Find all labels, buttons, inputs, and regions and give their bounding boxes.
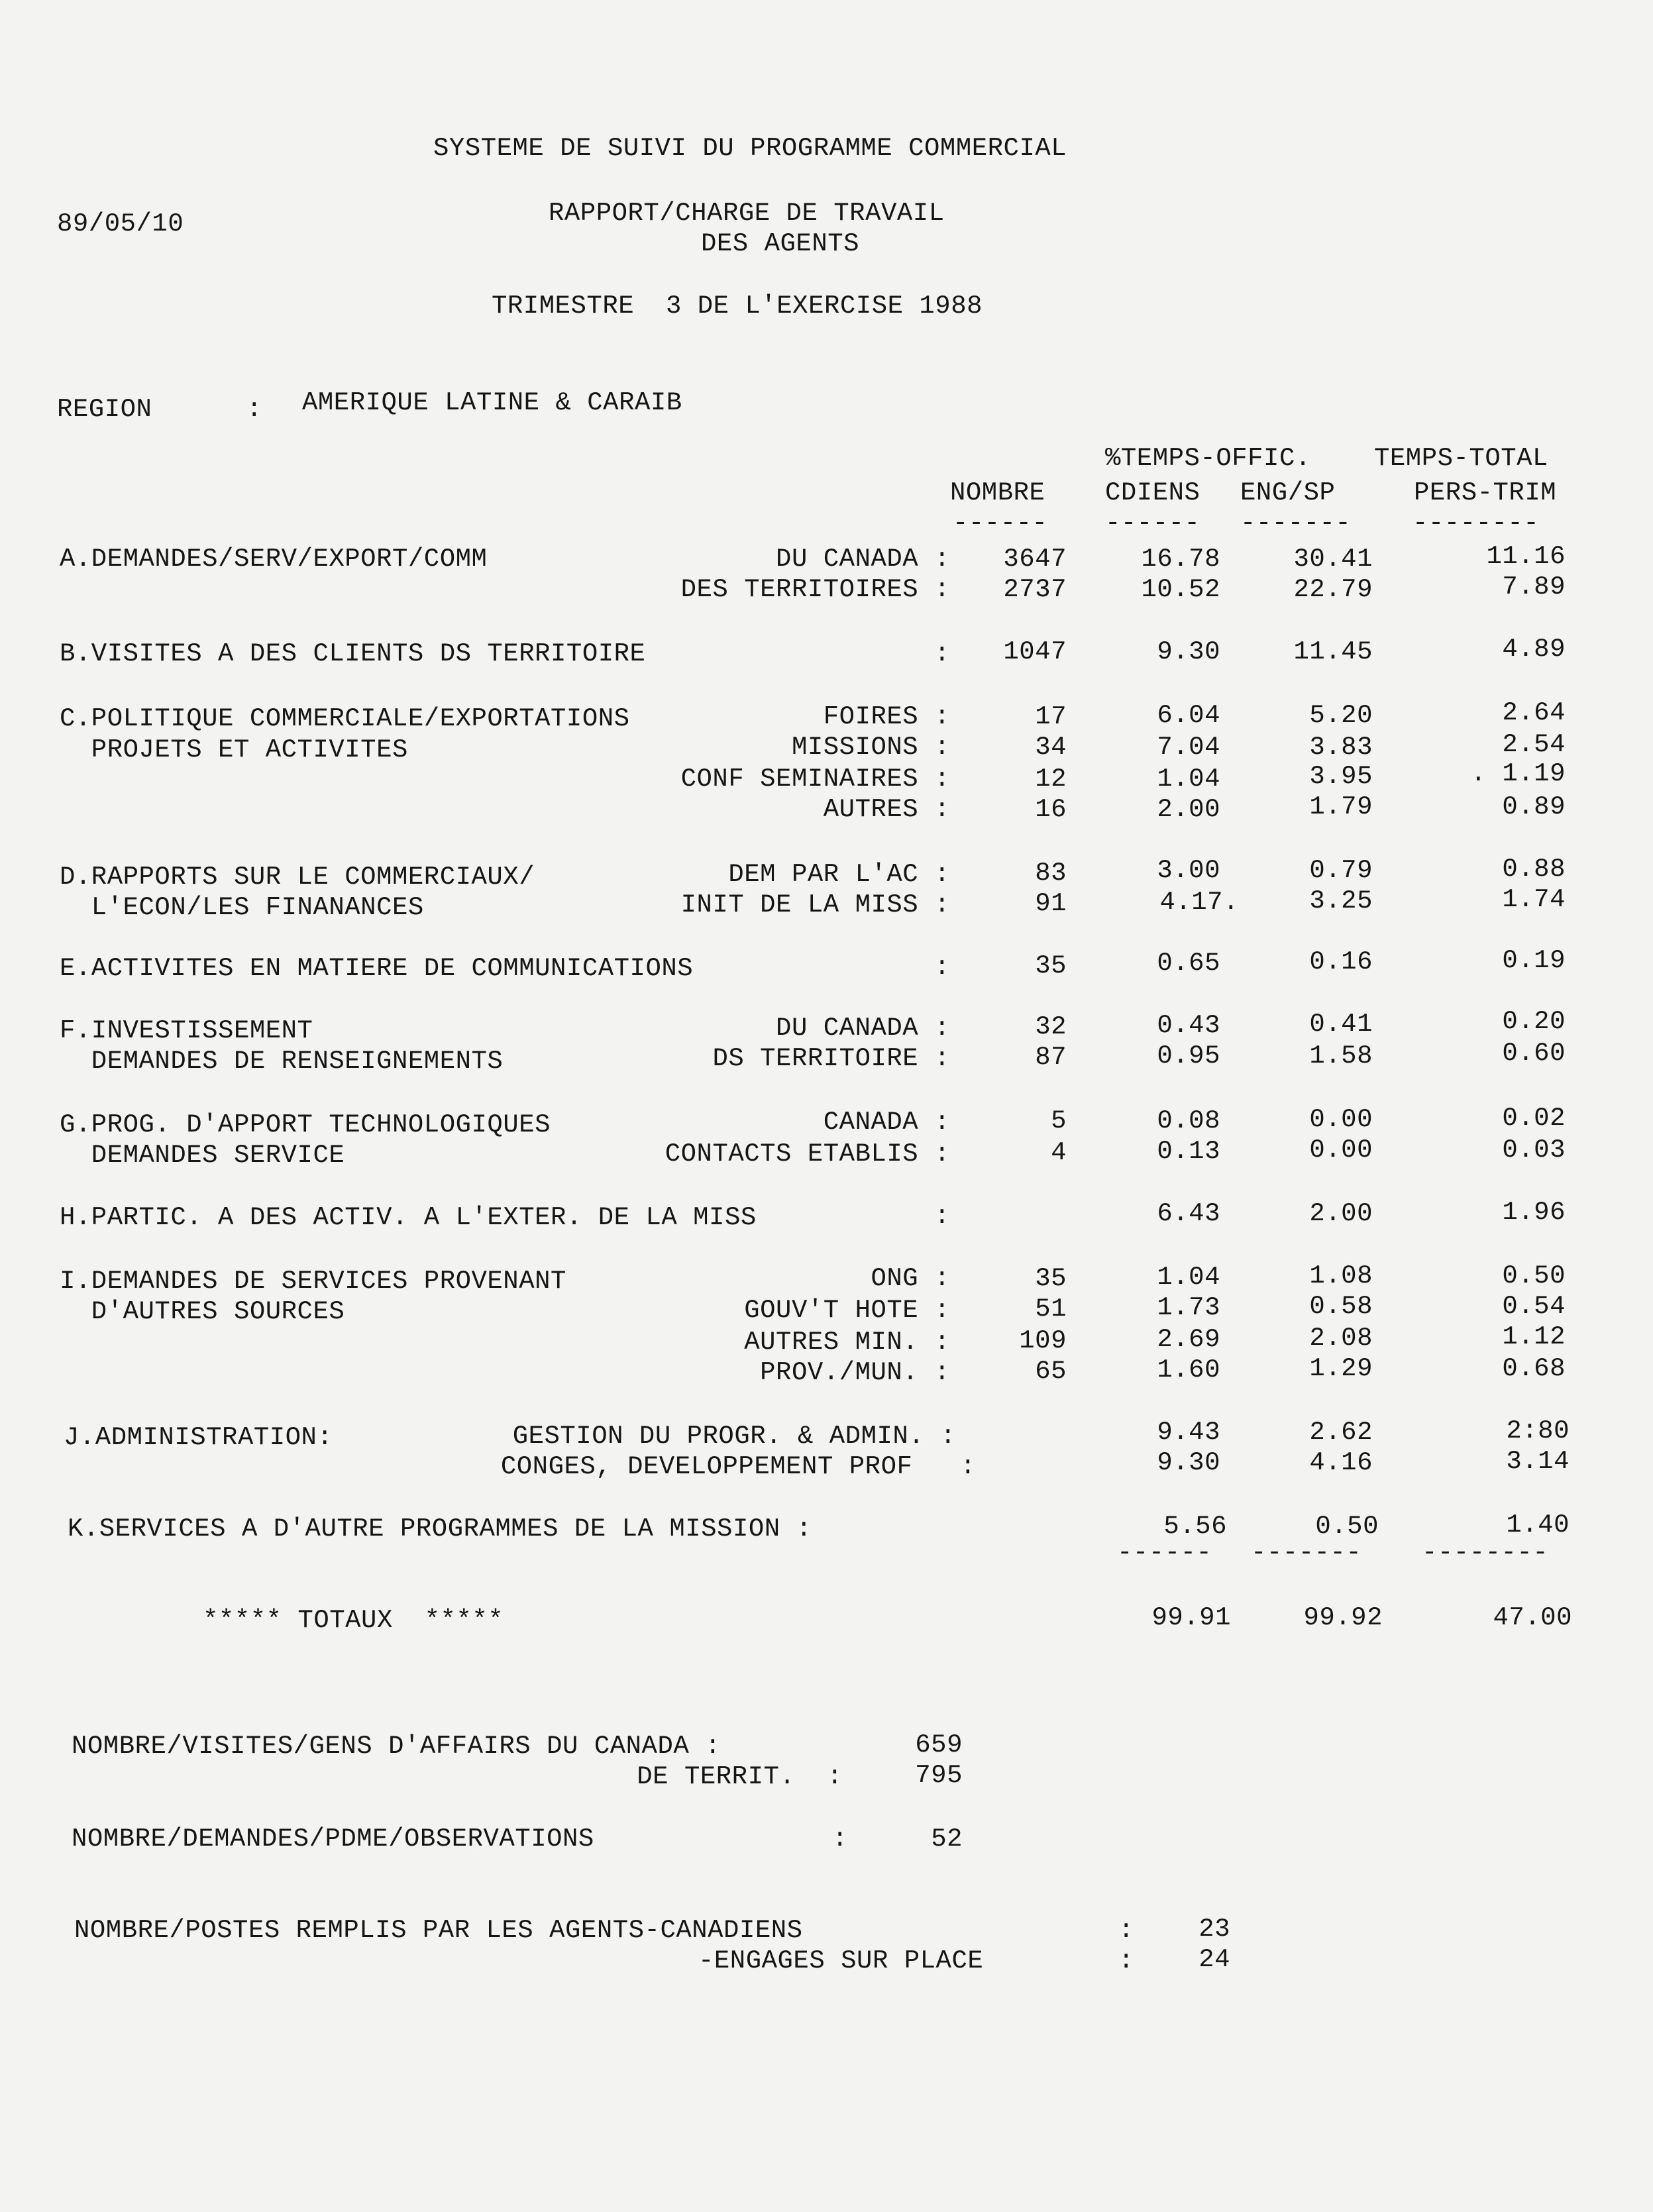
table-row-engsp: 0.41 <box>1309 1010 1373 1039</box>
table-row-cdiens: 16.78 <box>1141 545 1220 574</box>
table-row-nombre: 4 <box>1051 1138 1067 1167</box>
totals-engsp: 99.92 <box>1303 1603 1383 1632</box>
table-row-cdiens: 9.30 <box>1157 637 1220 666</box>
table-row-total: 0.54 <box>1502 1292 1566 1321</box>
table-row-nombre: 16 <box>1035 795 1067 824</box>
table-row-subcategory: CONTACTS ETABLIS : <box>665 1139 950 1169</box>
table-row-total: 7.89 <box>1502 572 1566 602</box>
table-row-nombre: 32 <box>1035 1012 1067 1041</box>
table-row-category: B.VISITES A DES CLIENTS DS TERRITOIRE <box>60 639 646 668</box>
table-row-total: 0.68 <box>1502 1354 1566 1383</box>
table-row-nombre: 3647 <box>1003 545 1067 574</box>
table-row-total: 0.20 <box>1502 1007 1566 1036</box>
table-row-category: E.ACTIVITES EN MATIERE DE COMMUNICATIONS <box>60 954 694 983</box>
table-row-engsp: 1.08 <box>1309 1261 1373 1290</box>
table-row-cdiens: 0.43 <box>1157 1011 1220 1040</box>
footer-postes-separator: : <box>1118 1916 1134 1945</box>
footer-demandes-label: NOMBRE/DEMANDES/PDME/OBSERVATIONS <box>72 1824 594 1854</box>
table-row-cdiens: 7.04 <box>1157 733 1220 762</box>
totals-rule-total: -------- <box>1422 1538 1549 1567</box>
table-row-subcategory: GESTION DU PROGR. & ADMIN. : <box>512 1422 956 1451</box>
table-row-subcategory: AUTRES : <box>823 795 950 824</box>
table-row-category: I.DEMANDES DE SERVICES PROVENANT <box>60 1267 566 1296</box>
table-row-category: G.PROG. D'APPORT TECHNOLOGIQUES <box>60 1110 551 1139</box>
footer-postes-label: NOMBRE/POSTES REMPLIS PAR LES AGENTS-CANADIENS <box>74 1916 803 1945</box>
column-underline-total: -------- <box>1413 509 1540 538</box>
footer-postes-place: 24 <box>1199 1945 1230 1974</box>
table-row-cdiens: 5.56 <box>1163 1512 1227 1541</box>
table-row-category: PROJETS ET ACTIVITES <box>60 735 408 764</box>
table-row-cdiens: 0.13 <box>1157 1137 1220 1166</box>
table-row-nombre: 51 <box>1035 1294 1067 1324</box>
table-row-engsp: 0.50 <box>1315 1512 1379 1541</box>
table-row-total: 0.89 <box>1502 792 1566 821</box>
column-underline-cdiens: ------ <box>1105 509 1200 538</box>
table-row-total: . 1.19 <box>1470 759 1566 788</box>
table-row-nombre: 34 <box>1035 733 1067 762</box>
table-row-cdiens: 6.04 <box>1157 701 1220 730</box>
table-row-cdiens: 1.04 <box>1157 764 1220 794</box>
table-row-engsp: 1.79 <box>1309 792 1373 821</box>
table-row-subcategory: MISSIONS : <box>791 733 950 762</box>
table-row-subcategory: AUTRES MIN. : <box>744 1328 950 1357</box>
table-row-total: 0.50 <box>1502 1261 1566 1290</box>
table-row-cdiens: 1.60 <box>1157 1355 1220 1385</box>
table-row-subcategory: DU CANADA : <box>776 545 950 574</box>
footer-demandes-value: 52 <box>931 1824 963 1854</box>
table-row-cdiens: 2.00 <box>1157 795 1220 824</box>
table-row-nombre: 65 <box>1035 1357 1067 1386</box>
table-row-subcategory: DEM PAR L'AC : <box>728 860 950 889</box>
totals-rule-engsp: ------- <box>1251 1538 1362 1567</box>
column-header-nombre: NOMBRE <box>950 478 1045 507</box>
table-row-category: D'AUTRES SOURCES <box>60 1297 345 1326</box>
report-date: 89/05/10 <box>57 209 184 238</box>
table-row-cdiens: 10.52 <box>1141 575 1220 604</box>
table-row-cdiens: 4.17. <box>1159 888 1239 917</box>
table-row-nombre: 35 <box>1035 951 1067 980</box>
table-row-subcategory: GOUV'T HOTE : <box>744 1296 950 1325</box>
footer-postes-place-label: -ENGAGES SUR PLACE <box>698 1946 984 1975</box>
table-row-cdiens: 9.43 <box>1157 1418 1220 1447</box>
table-row-engsp: 0.00 <box>1309 1135 1373 1165</box>
table-row-category: DEMANDES DE RENSEIGNEMENTS <box>60 1047 504 1076</box>
footer-postes-canadiens: 23 <box>1199 1915 1230 1944</box>
table-row-category: A.DEMANDES/SERV/EXPORT/COMM <box>60 545 488 574</box>
report-period: TRIMESTRE 3 DE L'EXERCISE 1988 <box>492 291 983 321</box>
table-row-total: 1.96 <box>1502 1198 1566 1227</box>
table-row-nombre: 1047 <box>1003 637 1067 666</box>
table-row-subcategory: CANADA : <box>823 1108 950 1137</box>
table-row-category: F.INVESTISSEMENT <box>60 1016 313 1045</box>
column-header-engsp: ENG/SP <box>1240 478 1336 507</box>
footer-visites-canada: 659 <box>915 1730 963 1760</box>
table-row-engsp: 1.29 <box>1309 1354 1373 1383</box>
table-row-nombre: 5 <box>1051 1106 1067 1135</box>
region-separator: : <box>246 395 262 424</box>
table-row-category: L'ECON/LES FINANANCES <box>60 893 424 922</box>
table-row-cdiens: 0.95 <box>1157 1041 1220 1071</box>
table-row-category: H.PARTIC. A DES ACTIV. A L'EXTER. DE LA MISS <box>60 1203 757 1232</box>
region-label: REGION <box>57 395 152 424</box>
footer-visites-territ-label: DE TERRIT. : <box>637 1762 843 1791</box>
table-row-total: 1.40 <box>1506 1510 1570 1540</box>
table-row-subcategory: : <box>934 639 950 668</box>
table-row-engsp: 2.00 <box>1309 1199 1373 1228</box>
table-row-category: C.POLITIQUE COMMERCIALE/EXPORTATIONS <box>60 704 630 733</box>
column-underline-engsp: ------- <box>1240 509 1352 538</box>
table-row-total: 0.03 <box>1502 1135 1566 1165</box>
table-row-total: 3.14 <box>1506 1447 1570 1476</box>
totals-total: 47.00 <box>1493 1603 1572 1632</box>
table-row-nombre: 35 <box>1035 1264 1067 1293</box>
column-header-total-1: TEMPS-TOTAL <box>1374 444 1548 473</box>
totals-rule-cdiens: ------ <box>1117 1538 1212 1567</box>
table-row-nombre: 83 <box>1035 859 1067 888</box>
table-row-total: 0.60 <box>1502 1039 1566 1068</box>
table-row-engsp: 3.83 <box>1309 733 1373 762</box>
table-row-subcategory: DU CANADA : <box>776 1014 950 1043</box>
table-row-category: K.SERVICES A D'AUTRE PROGRAMMES DE LA MISSION : <box>68 1514 812 1544</box>
table-row-nombre: 87 <box>1035 1043 1067 1072</box>
table-row-cdiens: 6.43 <box>1157 1199 1220 1228</box>
system-title: SYSTEME DE SUIVI DU PROGRAMME COMMERCIAL <box>433 134 1067 163</box>
table-row-subcategory: CONGES, DEVELOPPEMENT PROF : <box>500 1452 976 1481</box>
table-row-engsp: 0.16 <box>1309 947 1373 976</box>
table-row-subcategory: DES TERRITOIRES : <box>680 575 950 604</box>
table-row-total: 0.88 <box>1502 855 1566 884</box>
totals-cdiens: 99.91 <box>1151 1603 1231 1632</box>
table-row-engsp: 0.00 <box>1309 1105 1373 1134</box>
column-header-pct: %TEMPS-OFFIC. <box>1105 444 1311 473</box>
table-row-engsp: 2.62 <box>1309 1418 1373 1447</box>
table-row-total: 11.16 <box>1486 542 1566 571</box>
table-row-engsp: 0.58 <box>1309 1292 1373 1321</box>
table-row-subcategory: INIT DE LA MISS : <box>680 890 950 920</box>
table-row-nombre: 109 <box>1019 1326 1067 1355</box>
table-row-cdiens: 9.30 <box>1157 1448 1220 1477</box>
footer-postes-place-separator: : <box>1118 1946 1134 1975</box>
table-row-cdiens: 1.73 <box>1157 1293 1220 1322</box>
totals-label: ***** TOTAUX ***** <box>203 1606 504 1635</box>
region-value: AMERIQUE LATINE & CARAIB <box>302 388 682 417</box>
table-row-cdiens: 1.04 <box>1157 1263 1220 1292</box>
table-row-subcategory: : <box>934 1202 950 1231</box>
column-underline-nombre: ------ <box>953 509 1048 538</box>
footer-visites-label: NOMBRE/VISITES/GENS D'AFFAIRS DU CANADA : <box>72 1732 721 1761</box>
table-row-subcategory: CONF SEMINAIRES : <box>680 764 950 794</box>
table-row-total: 2.64 <box>1502 698 1566 727</box>
table-row-engsp: 1.58 <box>1309 1041 1373 1071</box>
column-header-total-2: PERS-TRIM <box>1414 478 1557 507</box>
table-row-nombre: 91 <box>1035 889 1067 918</box>
table-row-engsp: 3.95 <box>1309 762 1373 791</box>
table-row-category: D.RAPPORTS SUR LE COMMERCIAUX/ <box>60 863 535 892</box>
table-row-nombre: 2737 <box>1003 575 1067 604</box>
table-row-subcategory: ONG : <box>871 1264 950 1293</box>
table-row-total: 2:80 <box>1506 1416 1570 1446</box>
table-row-engsp: 11.45 <box>1293 637 1373 666</box>
table-row-category: DEMANDES SERVICE <box>60 1141 345 1170</box>
table-row-cdiens: 3.00 <box>1157 856 1220 885</box>
table-row-subcategory: : <box>934 953 950 982</box>
table-row-total: 1.12 <box>1502 1322 1566 1351</box>
table-row-engsp: 4.16 <box>1309 1448 1373 1477</box>
table-row-total: 0.02 <box>1502 1104 1566 1133</box>
table-row-engsp: 2.08 <box>1309 1324 1373 1353</box>
table-row-cdiens: 0.08 <box>1157 1106 1220 1135</box>
table-row-nombre: 12 <box>1035 764 1067 794</box>
footer-visites-territ: 795 <box>915 1761 963 1790</box>
table-row-cdiens: 2.69 <box>1157 1325 1220 1354</box>
table-row-engsp: 0.79 <box>1309 856 1373 885</box>
table-row-engsp: 30.41 <box>1293 545 1373 574</box>
footer-demandes-separator: : <box>832 1824 848 1854</box>
table-row-subcategory: PROV./MUN. : <box>760 1358 950 1387</box>
table-row-total: 4.89 <box>1502 635 1566 664</box>
table-row-subcategory: DS TERRITOIRE : <box>712 1044 950 1073</box>
table-row-nombre: 17 <box>1035 702 1067 731</box>
table-row-category: J.ADMINISTRATION: <box>64 1423 333 1452</box>
table-row-engsp: 5.20 <box>1309 701 1373 730</box>
report-title-line1: RAPPORT/CHARGE DE TRAVAIL <box>549 199 945 228</box>
table-row-total: 0.19 <box>1502 946 1566 975</box>
table-row-subcategory: FOIRES : <box>823 702 950 731</box>
column-header-cdiens: CDIENS <box>1105 478 1200 507</box>
report-title-line2: DES AGENTS <box>701 229 860 258</box>
table-row-cdiens: 0.65 <box>1157 949 1220 978</box>
table-row-total: 1.74 <box>1502 885 1566 914</box>
table-row-total: 2.54 <box>1502 730 1566 759</box>
table-row-engsp: 22.79 <box>1293 575 1373 604</box>
table-row-engsp: 3.25 <box>1309 886 1373 916</box>
